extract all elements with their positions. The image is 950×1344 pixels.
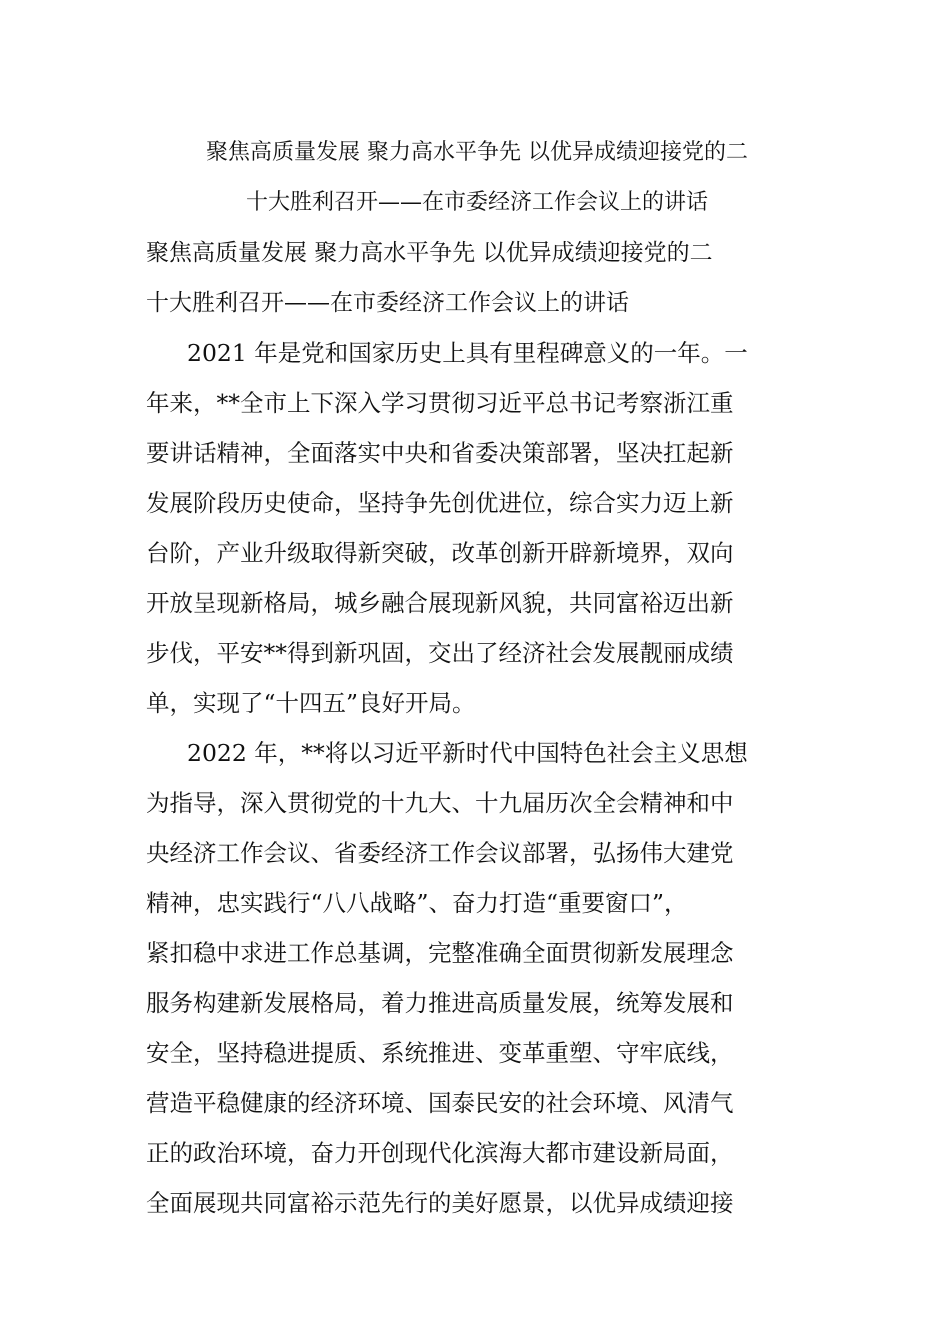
subtitle-line-2: 十大胜利召开——在市委经济工作会议上的讲话 <box>146 290 629 316</box>
paragraph-1-line-7: 步伐，平安**得到新巩固，交出了经济社会发展靓丽成绩 <box>146 639 734 667</box>
paragraph-1-line-4: 发展阶段历史使命，坚持争先创优进位，综合实力迈上新 <box>146 489 734 517</box>
document-subtitle <box>146 228 808 328</box>
paragraph-2-line-10: 全面展现共同富裕示范先行的美好愿景，以优异成绩迎接 <box>146 1189 734 1217</box>
body-paragraph-1 <box>146 328 808 728</box>
paragraph-1-line-3: 要讲话精神，全面落实中央和省委决策部署，坚决扛起新 <box>146 439 734 467</box>
body-paragraph-2 <box>146 728 808 1228</box>
paragraph-1-line-8: 单，实现了“十四五”良好开局。 <box>146 689 476 717</box>
paragraph-1-line-5: 台阶，产业升级取得新突破，改革创新开辟新境界，双向 <box>146 539 734 567</box>
title-line-2: 十大胜利召开——在市委经济工作会议上的讲话 <box>245 190 708 215</box>
paragraph-2-line-2: 为指导，深入贯彻党的十九大、十九届历次全会精神和中 <box>146 789 734 817</box>
paragraph-2-line-6: 服务构建新发展格局，着力推进高质量发展，统筹发展和 <box>146 989 734 1017</box>
document-content <box>146 128 808 1228</box>
paragraph-1-line-2: 年来，**全市上下深入学习贯彻习近平总书记考察浙江重 <box>146 389 734 417</box>
paragraph-2-line-7: 安全，坚持稳进提质、系统推进、变革重塑、守牢底线， <box>146 1039 734 1067</box>
document-title <box>146 128 808 228</box>
paragraph-2-line-5: 紧扣稳中求进工作总基调，完整准确全面贯彻新发展理念 <box>146 939 734 967</box>
paragraph-2-line-3: 央经济工作会议、省委经济工作会议部署，弘扬伟大建党 <box>146 839 734 867</box>
paragraph-2-line-8: 营造平稳健康的经济环境、国泰民安的社会环境、风清气 <box>146 1089 734 1117</box>
title-line-1: 聚焦高质量发展 聚力高水平争先 以优异成绩迎接党的二 <box>206 140 748 165</box>
paragraph-2-line-9: 正的政治环境，奋力开创现代化滨海大都市建设新局面， <box>146 1139 734 1167</box>
paragraph-1-line-6: 开放呈现新格局，城乡融合展现新风貌，共同富裕迈出新 <box>146 589 734 617</box>
subtitle-line-1: 聚焦高质量发展 聚力高水平争先 以优异成绩迎接党的二 <box>146 240 713 266</box>
paragraph-1-line-1: 2021 年是党和国家历史上具有里程碑意义的一年。一 <box>187 339 748 367</box>
paragraph-2-line-4: 精神，忠实践行“八八战略”、奋力打造“重要窗口”， <box>146 889 688 917</box>
paragraph-2-line-1: 2022 年，**将以习近平新时代中国特色社会主义思想 <box>187 739 748 767</box>
